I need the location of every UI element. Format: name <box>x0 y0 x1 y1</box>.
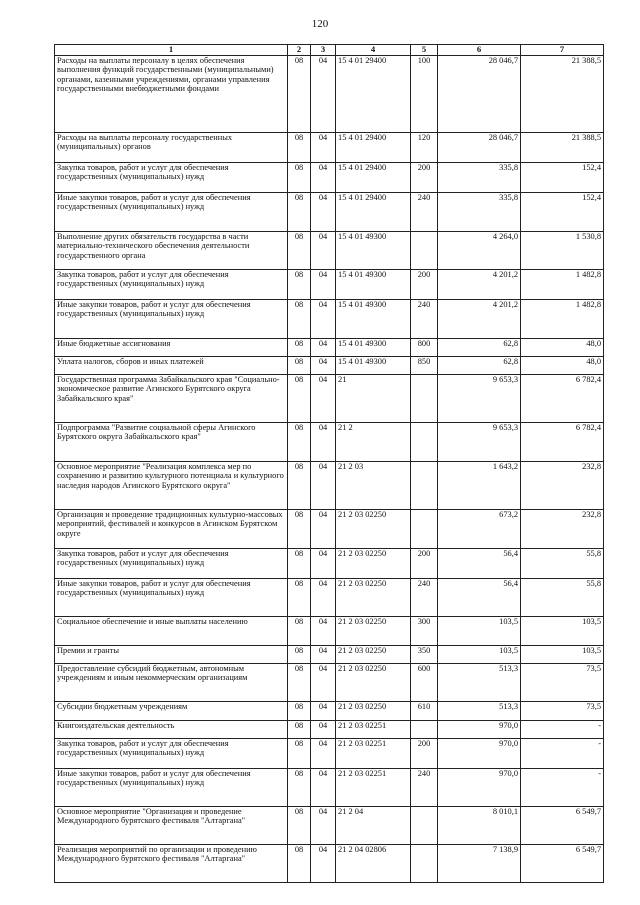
row-amount-1-cell: 56,4 <box>438 578 521 616</box>
table-row <box>55 269 604 299</box>
row-subsection-cell: 04 <box>311 338 336 356</box>
row-amount-1-cell: 103,5 <box>438 616 521 645</box>
row-subsection-cell: 04 <box>311 55 336 132</box>
row-subsection-cell: 04 <box>311 645 336 663</box>
row-subsection-cell: 04 <box>311 374 336 422</box>
row-section-cell: 08 <box>288 374 311 422</box>
row-expense-type-cell <box>411 844 438 882</box>
row-name-cell: Расходы на выплаты персоналу государственных (муниципальных) органов <box>55 132 288 162</box>
row-target-article-cell: 15 4 01 49300 <box>336 269 411 299</box>
table-row <box>55 768 604 806</box>
row-section-cell: 08 <box>288 356 311 374</box>
header-col-7: 7 <box>521 45 604 56</box>
row-name-cell: Расходы на выплаты персоналу в целях обеспечения выполнения функций государственными (муниципальными) органами, казенными учреждениями, органами управления государственными внебюджетными фондами <box>55 55 288 132</box>
row-expense-type-cell: 200 <box>411 162 438 192</box>
row-amount-2-cell: 103,5 <box>521 616 604 645</box>
row-section-cell: 08 <box>288 738 311 768</box>
page-number: 120 <box>311 18 329 30</box>
row-subsection-cell: 04 <box>311 548 336 578</box>
row-target-article-cell: 21 2 03 02251 <box>336 768 411 806</box>
row-target-article-cell: 21 2 03 02250 <box>336 663 411 701</box>
row-expense-type-cell: 100 <box>411 55 438 132</box>
table-row <box>55 132 604 162</box>
row-expense-type-cell <box>411 231 438 269</box>
row-target-article-cell: 21 2 03 02250 <box>336 509 411 548</box>
table-row <box>55 616 604 645</box>
row-name-cell: Государственная программа Забайкальского края "Социально-экономическое развитие Агинского Бурятского округа Забайкальского края" <box>55 374 288 422</box>
row-subsection-cell: 04 <box>311 509 336 548</box>
row-name-cell: Социальное обеспечение и иные выплаты населению <box>55 616 288 645</box>
row-name-cell: Подпрограмма "Развитие социальной сферы Агинского Бурятского округа Забайкальского края" <box>55 422 288 461</box>
table-row <box>55 645 604 663</box>
row-subsection-cell: 04 <box>311 192 336 231</box>
row-amount-2-cell: 6 549,7 <box>521 806 604 844</box>
table-row <box>55 299 604 338</box>
row-amount-2-cell: 1 482,8 <box>521 269 604 299</box>
row-subsection-cell: 04 <box>311 269 336 299</box>
table-row <box>55 192 604 231</box>
table-row <box>55 844 604 882</box>
row-subsection-cell: 04 <box>311 132 336 162</box>
table-row <box>55 509 604 548</box>
row-subsection-cell: 04 <box>311 578 336 616</box>
row-expense-type-cell: 200 <box>411 738 438 768</box>
row-amount-2-cell: 6 782,4 <box>521 422 604 461</box>
table-row <box>55 663 604 701</box>
row-name-cell: Иные бюджетные ассигнования <box>55 338 288 356</box>
row-section-cell: 08 <box>288 720 311 738</box>
row-name-cell: Предоставление субсидий бюджетным, автономным учреждениям и иным некоммерческим организациям <box>55 663 288 701</box>
table-row <box>55 356 604 374</box>
row-amount-2-cell: 152,4 <box>521 162 604 192</box>
row-expense-type-cell <box>411 720 438 738</box>
row-amount-1-cell: 970,0 <box>438 720 521 738</box>
table-row <box>55 338 604 356</box>
row-expense-type-cell: 610 <box>411 701 438 720</box>
table-body <box>55 55 604 882</box>
row-amount-1-cell: 62,8 <box>438 356 521 374</box>
row-name-cell: Закупка товаров, работ и услуг для обеспечения государственных (муниципальных) нужд <box>55 548 288 578</box>
row-amount-2-cell: 152,4 <box>521 192 604 231</box>
row-amount-1-cell: 4 201,2 <box>438 299 521 338</box>
table-row <box>55 55 604 132</box>
header-col-4: 4 <box>336 45 411 56</box>
row-expense-type-cell <box>411 509 438 548</box>
row-amount-1-cell: 513,3 <box>438 701 521 720</box>
row-amount-1-cell: 335,8 <box>438 192 521 231</box>
row-section-cell: 08 <box>288 162 311 192</box>
row-section-cell: 08 <box>288 338 311 356</box>
row-name-cell: Закупка товаров, работ и услуг для обеспечения государственных (муниципальных) нужд <box>55 269 288 299</box>
table-row <box>55 738 604 768</box>
row-amount-2-cell: 48,0 <box>521 356 604 374</box>
budget-table <box>54 44 604 883</box>
row-subsection-cell: 04 <box>311 768 336 806</box>
row-target-article-cell: 21 2 03 02250 <box>336 578 411 616</box>
row-target-article-cell: 21 2 03 <box>336 461 411 509</box>
row-expense-type-cell: 200 <box>411 269 438 299</box>
row-amount-1-cell: 970,0 <box>438 738 521 768</box>
header-col-2: 2 <box>288 45 311 56</box>
row-amount-2-cell: 73,5 <box>521 701 604 720</box>
row-amount-2-cell: 6 549,7 <box>521 844 604 882</box>
row-amount-1-cell: 335,8 <box>438 162 521 192</box>
row-section-cell: 08 <box>288 132 311 162</box>
row-expense-type-cell <box>411 806 438 844</box>
row-amount-1-cell: 9 653,3 <box>438 422 521 461</box>
row-subsection-cell: 04 <box>311 720 336 738</box>
row-subsection-cell: 04 <box>311 663 336 701</box>
row-target-article-cell: 21 2 03 02250 <box>336 701 411 720</box>
row-amount-2-cell: 73,5 <box>521 663 604 701</box>
row-target-article-cell: 15 4 01 49300 <box>336 231 411 269</box>
row-amount-2-cell: 103,5 <box>521 645 604 663</box>
row-section-cell: 08 <box>288 701 311 720</box>
row-expense-type-cell: 240 <box>411 192 438 231</box>
row-amount-1-cell: 56,4 <box>438 548 521 578</box>
row-target-article-cell: 15 4 01 29400 <box>336 192 411 231</box>
table-row <box>55 701 604 720</box>
row-expense-type-cell: 240 <box>411 578 438 616</box>
row-subsection-cell: 04 <box>311 356 336 374</box>
row-target-article-cell: 15 4 01 29400 <box>336 132 411 162</box>
row-name-cell: Уплата налогов, сборов и иных платежей <box>55 356 288 374</box>
row-amount-1-cell: 673,2 <box>438 509 521 548</box>
row-expense-type-cell: 300 <box>411 616 438 645</box>
row-subsection-cell: 04 <box>311 616 336 645</box>
row-name-cell: Организация и проведение традиционных культурно-массовых мероприятий, фестивалей и конкурсов в Агинском Бурятском округе <box>55 509 288 548</box>
table-row <box>55 461 604 509</box>
row-amount-1-cell: 4 264,0 <box>438 231 521 269</box>
row-amount-2-cell: - <box>521 720 604 738</box>
row-section-cell: 08 <box>288 192 311 231</box>
header-col-3: 3 <box>311 45 336 56</box>
row-section-cell: 08 <box>288 806 311 844</box>
row-expense-type-cell: 800 <box>411 338 438 356</box>
table-row <box>55 720 604 738</box>
row-amount-1-cell: 1 643,2 <box>438 461 521 509</box>
table-row <box>55 162 604 192</box>
row-name-cell: Выполнение других обязательств государства в части материально-технического обеспечения деятельности государственного органа <box>55 231 288 269</box>
row-amount-2-cell: 55,8 <box>521 578 604 616</box>
row-expense-type-cell: 200 <box>411 548 438 578</box>
row-amount-1-cell: 970,0 <box>438 768 521 806</box>
row-name-cell: Закупка товаров, работ и услуг для обеспечения государственных (муниципальных) нужд <box>55 162 288 192</box>
table-row <box>55 422 604 461</box>
header-col-6: 6 <box>438 45 521 56</box>
table-header-row <box>55 45 604 56</box>
row-name-cell: Основное мероприятие "Организация и проведение Международного бурятского фестиваля "Алтаргана" <box>55 806 288 844</box>
row-amount-2-cell: 1 482,8 <box>521 299 604 338</box>
header-col-5: 5 <box>411 45 438 56</box>
row-expense-type-cell <box>411 422 438 461</box>
row-section-cell: 08 <box>288 616 311 645</box>
row-name-cell: Иные закупки товаров, работ и услуг для обеспечения государственных (муниципальных) нужд <box>55 768 288 806</box>
row-section-cell: 08 <box>288 509 311 548</box>
row-amount-1-cell: 7 138,9 <box>438 844 521 882</box>
table-row <box>55 578 604 616</box>
row-amount-1-cell: 103,5 <box>438 645 521 663</box>
row-target-article-cell: 15 4 01 29400 <box>336 55 411 132</box>
row-amount-2-cell: 232,8 <box>521 509 604 548</box>
row-section-cell: 08 <box>288 269 311 299</box>
row-name-cell: Иные закупки товаров, работ и услуг для обеспечения государственных (муниципальных) нужд <box>55 578 288 616</box>
row-subsection-cell: 04 <box>311 162 336 192</box>
row-amount-1-cell: 9 653,3 <box>438 374 521 422</box>
row-amount-2-cell: 48,0 <box>521 338 604 356</box>
row-subsection-cell: 04 <box>311 806 336 844</box>
row-amount-2-cell: 21 388,5 <box>521 132 604 162</box>
row-expense-type-cell: 350 <box>411 645 438 663</box>
row-subsection-cell: 04 <box>311 231 336 269</box>
row-amount-1-cell: 28 046,7 <box>438 132 521 162</box>
row-target-article-cell: 21 2 04 02806 <box>336 844 411 882</box>
table-row <box>55 806 604 844</box>
row-name-cell: Премии и гранты <box>55 645 288 663</box>
row-subsection-cell: 04 <box>311 461 336 509</box>
table-row <box>55 231 604 269</box>
row-target-article-cell: 21 2 03 02251 <box>336 720 411 738</box>
row-target-article-cell: 21 <box>336 374 411 422</box>
row-name-cell: Основное мероприятие "Реализация комплекса мер по сохранению и развитию культурного потенциала и культурного наследия народов Агинского Бурятского округа" <box>55 461 288 509</box>
row-target-article-cell: 21 2 03 02250 <box>336 548 411 578</box>
row-section-cell: 08 <box>288 578 311 616</box>
row-target-article-cell: 15 4 01 49300 <box>336 356 411 374</box>
row-target-article-cell: 21 2 03 02250 <box>336 645 411 663</box>
row-target-article-cell: 21 2 <box>336 422 411 461</box>
row-expense-type-cell: 240 <box>411 768 438 806</box>
row-target-article-cell: 21 2 04 <box>336 806 411 844</box>
row-amount-2-cell: - <box>521 768 604 806</box>
row-subsection-cell: 04 <box>311 701 336 720</box>
row-amount-1-cell: 28 046,7 <box>438 55 521 132</box>
row-name-cell: Субсидии бюджетным учреждениям <box>55 701 288 720</box>
row-amount-1-cell: 4 201,2 <box>438 269 521 299</box>
row-target-article-cell: 21 2 03 02251 <box>336 738 411 768</box>
row-section-cell: 08 <box>288 299 311 338</box>
row-section-cell: 08 <box>288 844 311 882</box>
row-amount-1-cell: 62,8 <box>438 338 521 356</box>
row-name-cell: Закупка товаров, работ и услуг для обеспечения государственных (муниципальных) нужд <box>55 738 288 768</box>
row-name-cell: Иные закупки товаров, работ и услуг для обеспечения государственных (муниципальных) нужд <box>55 299 288 338</box>
row-amount-2-cell: 21 388,5 <box>521 55 604 132</box>
row-target-article-cell: 15 4 01 29400 <box>336 162 411 192</box>
row-section-cell: 08 <box>288 645 311 663</box>
row-section-cell: 08 <box>288 461 311 509</box>
row-section-cell: 08 <box>288 663 311 701</box>
row-name-cell: Книгоиздательская деятельность <box>55 720 288 738</box>
row-name-cell: Иные закупки товаров, работ и услуг для обеспечения государственных (муниципальных) нужд <box>55 192 288 231</box>
row-amount-2-cell: - <box>521 738 604 768</box>
row-amount-2-cell: 55,8 <box>521 548 604 578</box>
row-expense-type-cell <box>411 374 438 422</box>
table-row <box>55 374 604 422</box>
row-amount-1-cell: 8 010,1 <box>438 806 521 844</box>
row-expense-type-cell: 240 <box>411 299 438 338</box>
table-row <box>55 548 604 578</box>
row-target-article-cell: 15 4 01 49300 <box>336 299 411 338</box>
row-section-cell: 08 <box>288 231 311 269</box>
row-amount-1-cell: 513,3 <box>438 663 521 701</box>
row-subsection-cell: 04 <box>311 299 336 338</box>
row-section-cell: 08 <box>288 422 311 461</box>
row-amount-2-cell: 6 782,4 <box>521 374 604 422</box>
row-target-article-cell: 15 4 01 49300 <box>336 338 411 356</box>
row-expense-type-cell <box>411 461 438 509</box>
row-expense-type-cell: 600 <box>411 663 438 701</box>
row-subsection-cell: 04 <box>311 738 336 768</box>
row-amount-2-cell: 1 530,8 <box>521 231 604 269</box>
row-target-article-cell: 21 2 03 02250 <box>336 616 411 645</box>
row-expense-type-cell: 850 <box>411 356 438 374</box>
row-section-cell: 08 <box>288 548 311 578</box>
row-amount-2-cell: 232,8 <box>521 461 604 509</box>
header-col-1: 1 <box>55 45 288 56</box>
row-subsection-cell: 04 <box>311 422 336 461</box>
row-subsection-cell: 04 <box>311 844 336 882</box>
row-section-cell: 08 <box>288 55 311 132</box>
row-name-cell: Реализация мероприятий по организации и проведению Международного бурятского фестиваля "Алтаргана" <box>55 844 288 882</box>
row-expense-type-cell: 120 <box>411 132 438 162</box>
row-section-cell: 08 <box>288 768 311 806</box>
